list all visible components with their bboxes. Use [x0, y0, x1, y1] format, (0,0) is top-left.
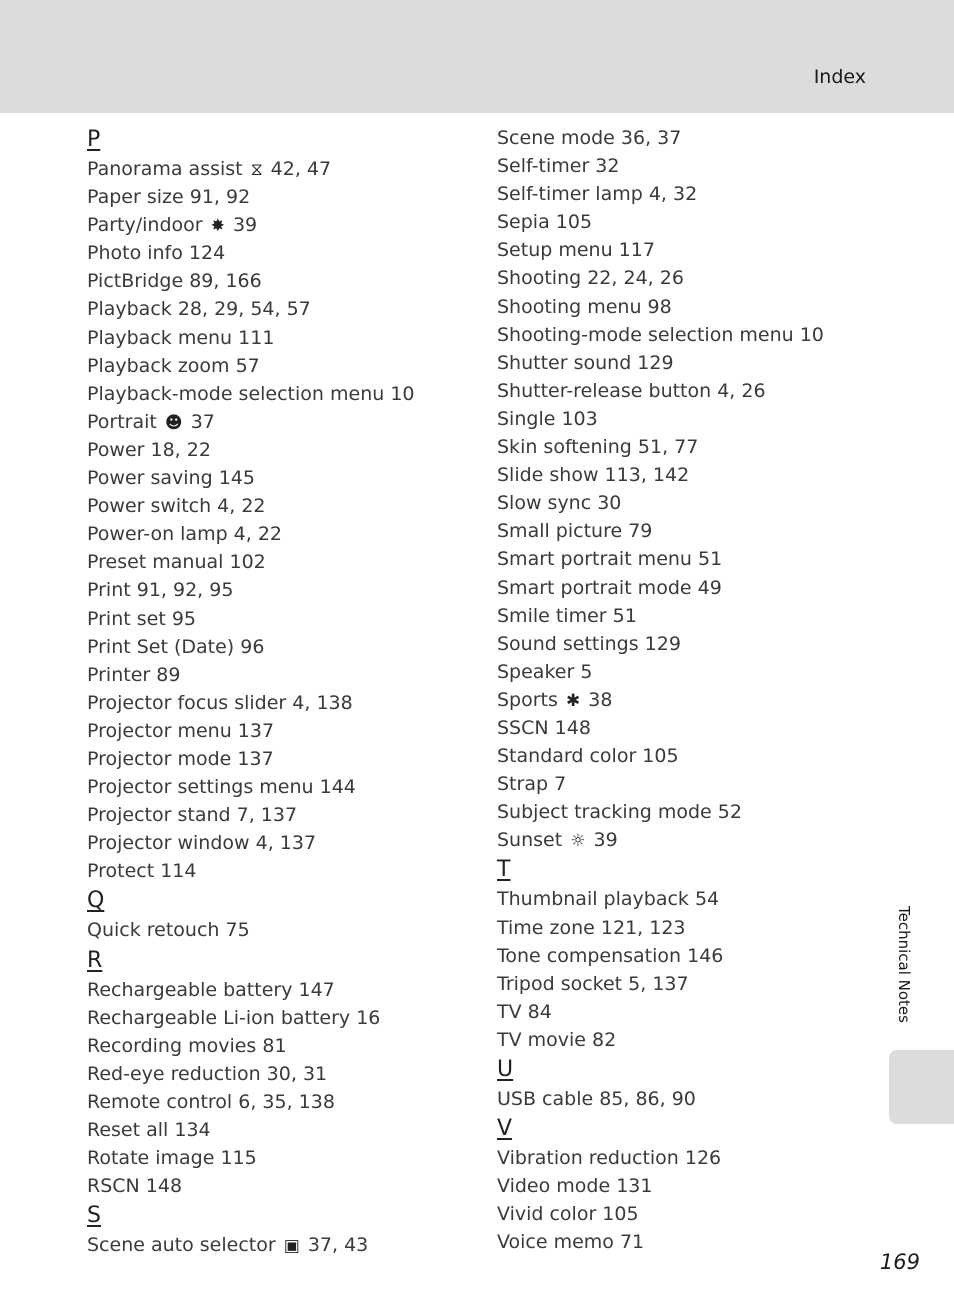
index-entry: Shutter-release button 4, 26: [497, 379, 766, 402]
index-entry-text: Portrait: [87, 410, 157, 433]
index-entry: Self-timer 32: [497, 155, 620, 178]
index-entry: Tripod socket 5, 137: [497, 972, 689, 995]
index-entry: Rechargeable Li-ion battery 16: [87, 1006, 381, 1029]
sports-icon: ✱: [565, 690, 581, 711]
index-entry: Sound settings 129: [497, 632, 681, 655]
index-entry: Projector window 4, 137: [87, 832, 317, 855]
index-entry: Shutter sound 129: [497, 351, 674, 374]
index-entry: Time zone 121, 123: [497, 916, 686, 939]
index-entry: Smile timer 51: [497, 604, 637, 627]
index-entry: Quick retouch 75: [87, 919, 250, 942]
index-entry: USB cable 85, 86, 90: [497, 1088, 696, 1110]
index-entry: Shooting menu 98: [497, 295, 672, 318]
panorama-assist-icon: ⧖: [250, 160, 263, 180]
index-entry: Power 18, 22: [87, 438, 211, 461]
index-entry: SSCN 148: [497, 716, 591, 739]
index-entry: Preset manual 102: [87, 551, 266, 574]
index-entry: Red-eye reduction 30, 31: [87, 1062, 328, 1085]
index-entry: Power saving 145: [87, 467, 255, 490]
index-entry: TV 84: [497, 1000, 552, 1023]
index-entry: Printer 89: [87, 663, 181, 686]
index-entry-text: Sports: [497, 688, 558, 711]
index-letter-heading: Q: [87, 888, 105, 914]
index-entry: Print Set (Date) 96: [87, 635, 265, 658]
index-entry-text: Party/indoor: [87, 214, 203, 237]
index-entry: Rechargeable battery 147: [87, 978, 335, 1001]
index-entry: TV movie 82: [497, 1028, 617, 1051]
index-entry: Power switch 4, 22: [87, 495, 266, 518]
index-entry: Remote control 6, 35, 138: [87, 1090, 335, 1113]
index-entry: Projector stand 7, 137: [87, 804, 298, 827]
index-entry: Strap 7: [497, 773, 567, 796]
index-entry: Thumbnail playback 54: [497, 888, 720, 911]
index-letter-heading: V: [497, 1116, 513, 1142]
party-indoor-icon: ✸: [210, 216, 225, 237]
index-column-left: [87, 124, 415, 1259]
index-entry: Playback-mode selection menu 10: [87, 382, 415, 405]
portrait-icon: ☻: [164, 412, 183, 433]
index-entry: Projector settings menu 144: [87, 776, 356, 799]
index-entry-pages: 38: [588, 688, 613, 711]
index-entry: [87, 155, 415, 183]
index-letter-heading: U: [497, 1057, 514, 1082]
index-entry: Playback zoom 57: [87, 354, 260, 377]
index-letter-heading: S: [87, 1203, 101, 1229]
index-entry: Projector menu 137: [87, 719, 275, 742]
index-entry: Rotate image 115: [87, 1147, 257, 1170]
index-entry-pages: 37: [190, 410, 215, 433]
index-entry: Video mode 131: [497, 1175, 653, 1198]
index-entry: Vivid color 105: [497, 1203, 639, 1226]
index-entry: Self-timer lamp 4, 32: [497, 183, 698, 206]
section-title: Index: [813, 66, 866, 88]
index-entry: Playback menu 111: [87, 326, 275, 349]
index-entry: Paper size 91, 92: [87, 186, 251, 209]
index-letter-heading: P: [87, 127, 101, 152]
index-entry-text: Sunset: [497, 829, 563, 852]
index-entry: Smart portrait menu 51: [497, 548, 723, 571]
index-entry: Print 91, 92, 95: [87, 579, 234, 602]
index-entry: [87, 1231, 415, 1259]
index-entry: Sepia 105: [497, 211, 593, 234]
index-letter-heading: T: [497, 857, 511, 883]
index-entry: Voice memo 71: [497, 1231, 645, 1254]
index-entry: Standard color 105: [497, 745, 679, 768]
index-entry: Power-on lamp 4, 22: [87, 523, 283, 546]
index-entry: Protect 114: [87, 860, 197, 883]
index-entry: [87, 408, 415, 436]
index-entry: Photo info 124: [87, 242, 226, 265]
index-entry: Playback 28, 29, 54, 57: [87, 298, 311, 321]
index-entry-pages: 37, 43: [307, 1234, 369, 1257]
index-entry: Print set 95: [87, 607, 196, 630]
index-entry-text: Scene auto selector: [87, 1234, 276, 1257]
index-entry-text: Panorama assist: [87, 158, 243, 180]
index-entry: Speaker 5: [497, 660, 593, 683]
index-entry: Smart portrait mode 49: [497, 576, 722, 599]
index-entry: Slow sync 30: [497, 492, 622, 515]
index-entry: Skin softening 51, 77: [497, 436, 699, 459]
index-entry: Projector focus slider 4, 138: [87, 691, 353, 714]
index-entry: Recording movies 81: [87, 1034, 287, 1057]
index-entry: Shooting-mode selection menu 10: [497, 323, 824, 346]
index-entry: Shooting 22, 24, 26: [497, 267, 684, 290]
index-entry-pages: 39: [232, 214, 258, 237]
index-letter-heading: R: [87, 947, 103, 973]
index-entry-pages: 42, 47: [270, 158, 332, 180]
index-entry: Subject tracking mode 52: [497, 801, 742, 824]
index-entry: Projector mode 137: [87, 747, 274, 770]
index-entry: Reset all 134: [87, 1119, 211, 1141]
index-entry: Small picture 79: [497, 520, 653, 543]
index-entry: Single 103: [497, 407, 598, 430]
sunset-icon: ☼: [570, 831, 586, 852]
index-entry: [87, 211, 415, 239]
index-entry: Vibration reduction 126: [497, 1147, 722, 1170]
index-entry: Slide show 113, 142: [497, 464, 690, 487]
page-number: 169: [879, 1250, 920, 1274]
chapter-tab: [889, 1050, 954, 1124]
index-entry: PictBridge 89, 166: [87, 270, 262, 293]
chapter-side-label: Technical Notes: [895, 906, 913, 1023]
index-column-right: [497, 124, 824, 1256]
index-entry: Scene mode 36, 37: [497, 127, 682, 149]
scene-auto-selector-icon: ▣: [283, 1236, 300, 1257]
index-entry: RSCN 148: [87, 1175, 183, 1198]
index-entry-pages: 39: [593, 829, 618, 852]
page-header: [0, 0, 954, 113]
index-entry: Setup menu 117: [497, 239, 655, 262]
index-entry: Tone compensation 146: [497, 944, 724, 967]
index-entry: [497, 826, 824, 854]
index-entry: [497, 686, 824, 714]
